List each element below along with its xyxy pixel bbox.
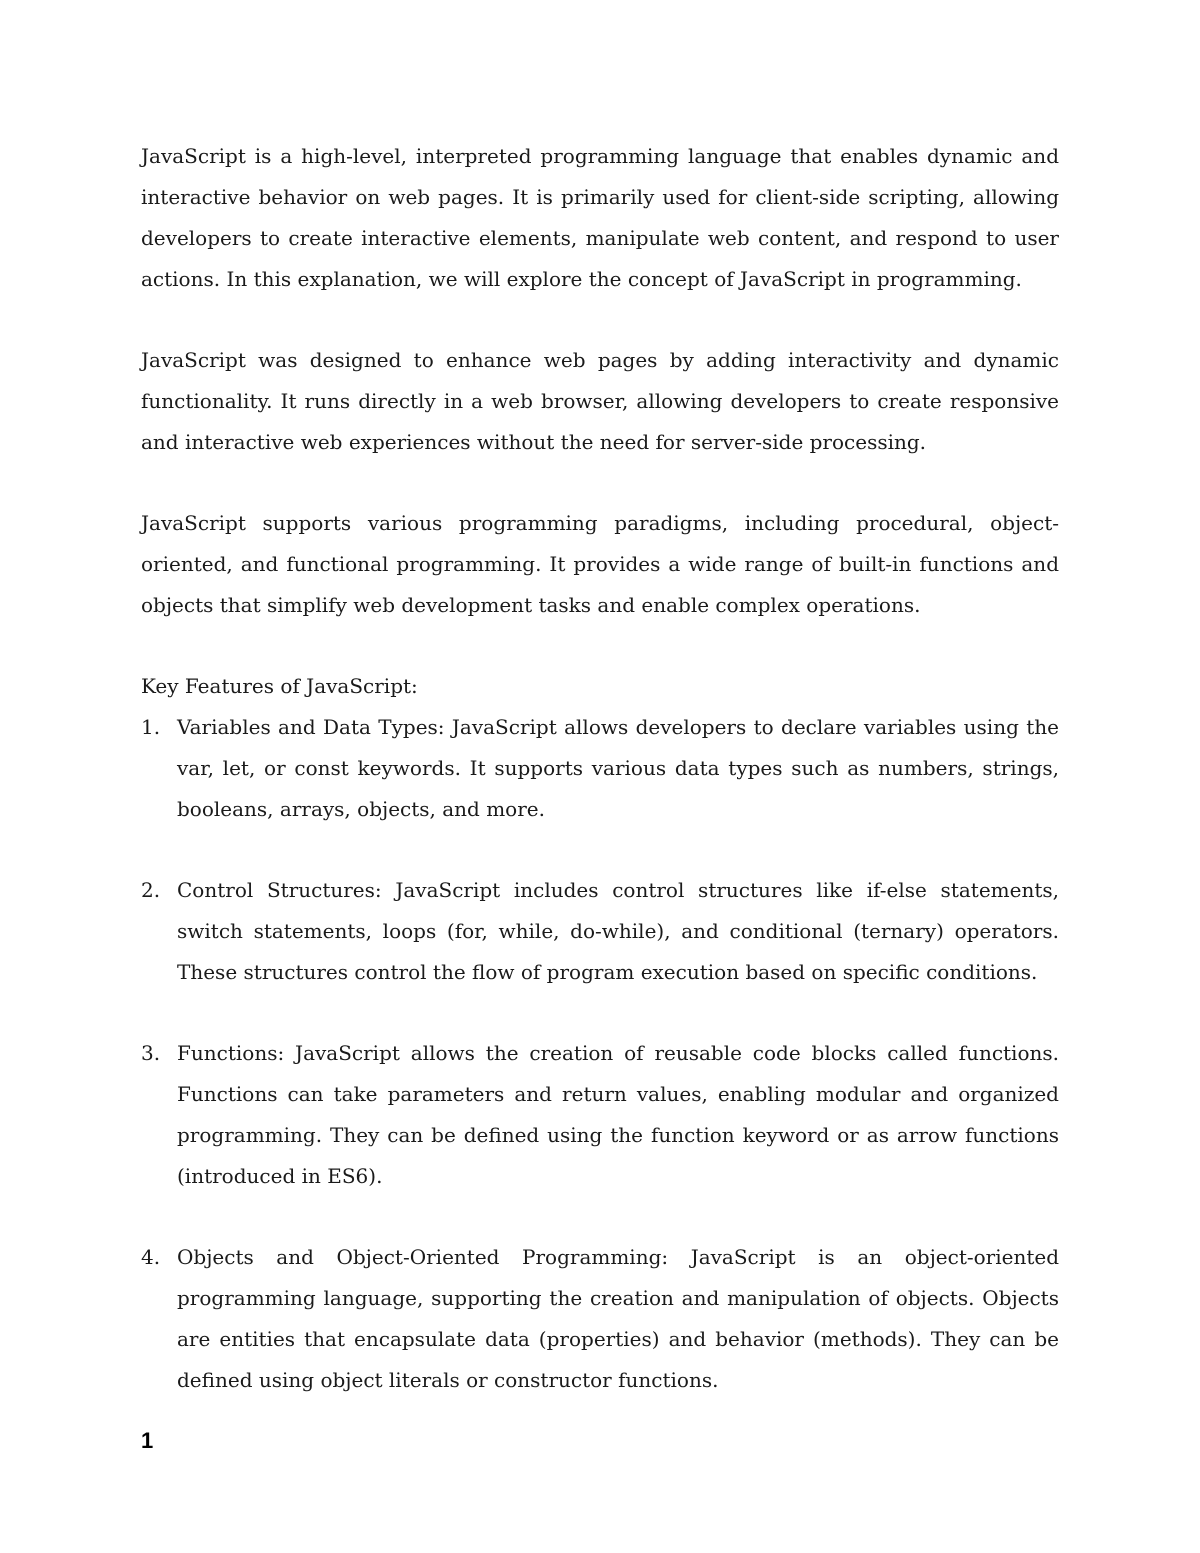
list-item-text: Functions: JavaScript allows the creation of reusable code blocks called functions. Functions can take parameters and return values, enabling modular and organized programming. They can be defined using the function keyword or as arrow functions (introduced in ES6). <box>177 1041 1059 1188</box>
list-item-text: Variables and Data Types: JavaScript allows developers to declare variables using the var, let, or const keywords. It supports various data types such as numbers, strings, booleans, arrays, objects, and more. <box>177 715 1059 821</box>
intro-paragraph: JavaScript is a high-level, interpreted programming language that enables dynamic and interactive behavior on web pages. It is primarily used for client-side scripting, allowing developers to create interactive elements, manipulate web content, and respond to user actions. In this explanation, we will explore the concept of JavaScript in programming. <box>141 144 1059 291</box>
features-list <box>141 707 1059 1401</box>
list-item-text: Control Structures: JavaScript includes control structures like if-else statements, switch statements, loops (for, while, do-while), and conditional (ternary) operators. These structures control the flow of program execution based on specific conditions. <box>177 878 1059 984</box>
list-item <box>141 707 1059 830</box>
document-body <box>141 136 1059 1441</box>
list-item <box>141 1033 1059 1197</box>
paradigms-paragraph: JavaScript supports various programming paradigms, including procedural, object-oriented, and functional programming. It provides a wide range of built-in functions and objects that simplify web development tasks and enable complex operations. <box>141 511 1059 617</box>
page-number: 1 <box>141 1428 154 1453</box>
list-item <box>141 1237 1059 1401</box>
list-item-number: 4. <box>141 1245 161 1269</box>
list-item <box>141 870 1059 993</box>
design-paragraph: JavaScript was designed to enhance web pages by adding interactivity and dynamic functionality. It runs directly in a web browser, allowing developers to create responsive and interactive web experiences without the need for server-side processing. <box>141 348 1059 454</box>
list-item-number: 2. <box>141 878 161 902</box>
list-item-text: Objects and Object-Oriented Programming: JavaScript is an object-oriented programming language, supporting the creation and manipulation of objects. Objects are entities that encapsulate data (properties) and behavior (methods). They can be defined using object literals or constructor functions. <box>177 1245 1059 1392</box>
list-item-number: 3. <box>141 1041 161 1065</box>
features-heading: Key Features of JavaScript: <box>141 674 418 698</box>
list-item-number: 1. <box>141 715 161 739</box>
